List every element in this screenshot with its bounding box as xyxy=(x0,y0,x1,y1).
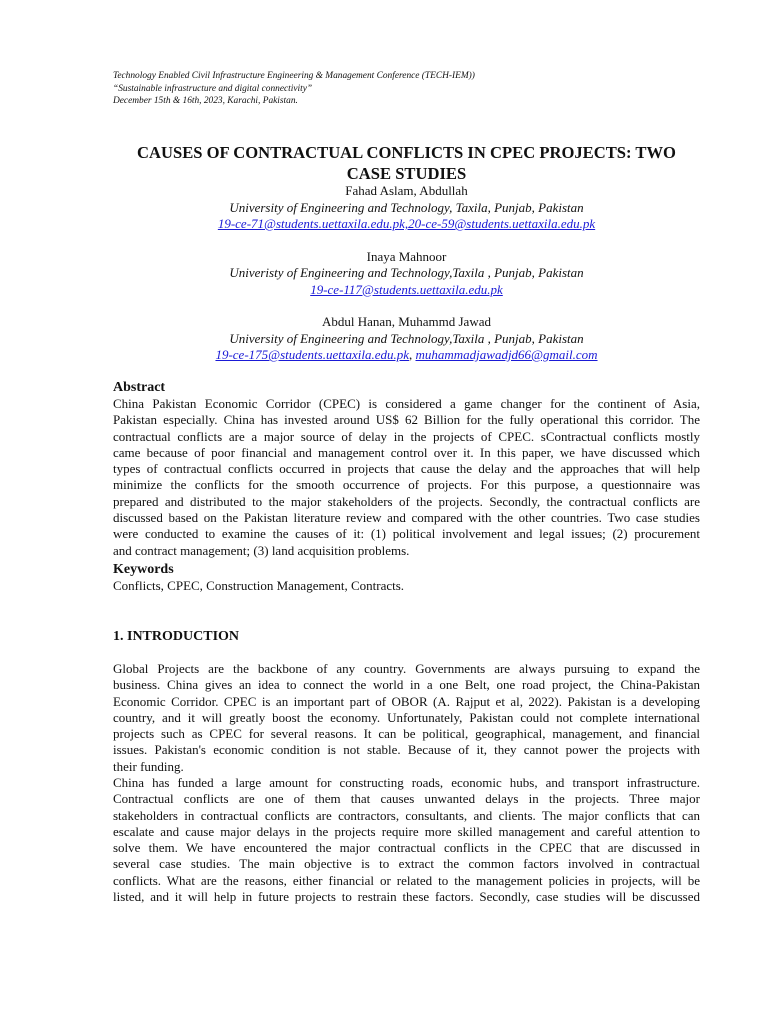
author-names: Inaya Mahnoor xyxy=(366,248,447,264)
conference-name: Technology Enabled Civil Infrastructure Engineering & Management Conference (TECH-IEM)) xyxy=(113,71,475,81)
abstract-heading: Abstract xyxy=(113,380,166,395)
conference-header xyxy=(113,70,700,108)
text-line: discussed based on the Pakistan literature review and compared with the other countries. Two case studies xyxy=(113,510,700,526)
keywords-text: Conflicts, CPEC, Construction Management, Contracts. xyxy=(113,578,405,593)
text-line: issues. Pakistan's economic condition is not stable. Because of it, they cannot power the projects with xyxy=(113,742,700,758)
text-line: China has funded a large amount for constructing roads, economic hubs, and transport infrastructure. xyxy=(113,775,700,790)
text-line: Pakistan especially. China has invested around US$ 62 Billion for the fully operational this corridor. The xyxy=(113,412,700,428)
text-line: conflicts. What are the reasons, either financial or related to the management policies in projects, will be xyxy=(113,872,700,888)
text-line: came because of poor financial and management control over it. In this paper, we have discussed which xyxy=(113,444,700,460)
paper-title xyxy=(113,142,700,184)
introduction-heading: 1. INTRODUCTION xyxy=(113,629,240,644)
author-email-link[interactable]: 19-ce-175@students.uettaxila.edu.pk xyxy=(215,347,409,362)
text-line: types of contractual conflicts occurred in projects that cause the delay and the approaches that will help xyxy=(113,461,700,477)
author-names: Abdul Hanan, Muhammd Jawad xyxy=(322,314,491,329)
text-line: escalate and cause major delays in the projects require more skilled management and careful attention to xyxy=(113,823,700,839)
text-line: listed, and it will help in future projects to restrain these factors. Secondly, case studies will be discussed xyxy=(113,889,700,905)
author-email-link[interactable]: 19-ce-117@students.uettaxila.edu.pk xyxy=(310,281,503,297)
text-line: solve them. We have encountered the major contractual conflicts in the CPEC that are discussed in xyxy=(113,840,700,856)
text-line: prepared and distributed to the major stakeholders of the projects. Secondly, the contractual conflicts are xyxy=(113,493,700,509)
author-affiliation: Univeristy of Engineering and Technology,Taxila , Punjab, Pakistan xyxy=(229,265,584,280)
text-line: and contract management; (3) land acquisition problems. xyxy=(113,542,410,558)
text-line: China Pakistan Economic Corridor (CPEC) is considered a game changer for the continent of Asia, xyxy=(113,396,700,411)
text-line: Contractual conflicts are one of them that causes unwanted delays in the projects. Three major xyxy=(113,791,700,807)
text-line: Economic Corridor. CPEC is an important part of OBOR (A. Rajput et al, 2022). Pakistan is a developing xyxy=(113,693,700,709)
text-line: their funding. xyxy=(113,758,184,774)
abstract-body xyxy=(113,396,700,559)
paper-title-line-1: CAUSES OF CONTRACTUAL CONFLICTS IN CPEC PROJECTS: TWO xyxy=(137,143,676,162)
text-line: stakeholders in contractual conflicts are contractors, consultants, and clients. The major conflicts that can xyxy=(113,807,700,823)
author-list xyxy=(113,183,700,380)
text-line: contractual conflicts are a major source of delay in the projects of CPEC. sContractual conflicts mostly xyxy=(113,428,700,444)
author-block-1 xyxy=(113,183,700,233)
author-names: Fahad Aslam, Abdullah xyxy=(345,183,468,198)
author-email-link-2[interactable]: muhammadjawadjd66@gmail.com xyxy=(415,347,598,362)
author-block-3 xyxy=(113,314,700,364)
email-separator: , xyxy=(409,347,416,362)
introduction-paragraph-1 xyxy=(113,661,700,775)
conference-theme: “Sustainable infrastructure and digital connectivity” xyxy=(113,83,313,94)
text-line: were conducted to examine the causes of it: (1) political involvement and legal issues; (2) procurement xyxy=(113,526,700,542)
text-line: country, and it will greatly boost the economy. Unfortunately, Pakistan could not complete international xyxy=(113,709,700,725)
author-block-2 xyxy=(113,249,700,299)
author-affiliation: University of Engineering and Technology, Taxila, Punjab, Pakistan xyxy=(229,199,584,215)
author-affiliation: University of Engineering and Technology,Taxila , Punjab, Pakistan xyxy=(229,330,584,346)
introduction-paragraph-2 xyxy=(113,775,700,905)
keywords-heading: Keywords xyxy=(113,562,174,577)
text-line: business. China gives an idea to connect the world in a one Belt, one road project, the China-Pakistan xyxy=(113,677,700,693)
text-line: projects such as CPEC for several reasons. It can be political, geographical, management, and financial xyxy=(113,726,700,742)
text-line: several case studies. The main objective is to extract the common factors involved in contractual xyxy=(113,856,700,872)
author-email-link[interactable]: 19-ce-71@students.uettaxila.edu.pk,20-ce-59@students.uettaxila.edu.pk xyxy=(217,216,596,231)
text-line: Global Projects are the backbone of any country. Governments are always pursuing to expand the xyxy=(113,661,700,676)
conference-date: December 15th & 16th, 2023, Karachi, Pakistan. xyxy=(113,96,298,106)
text-line: minimize the conflicts for the smooth occurrence of projects. For this purpose, a questionnaire was xyxy=(113,477,700,493)
paper-title-line-2: CASE STUDIES xyxy=(346,164,467,183)
